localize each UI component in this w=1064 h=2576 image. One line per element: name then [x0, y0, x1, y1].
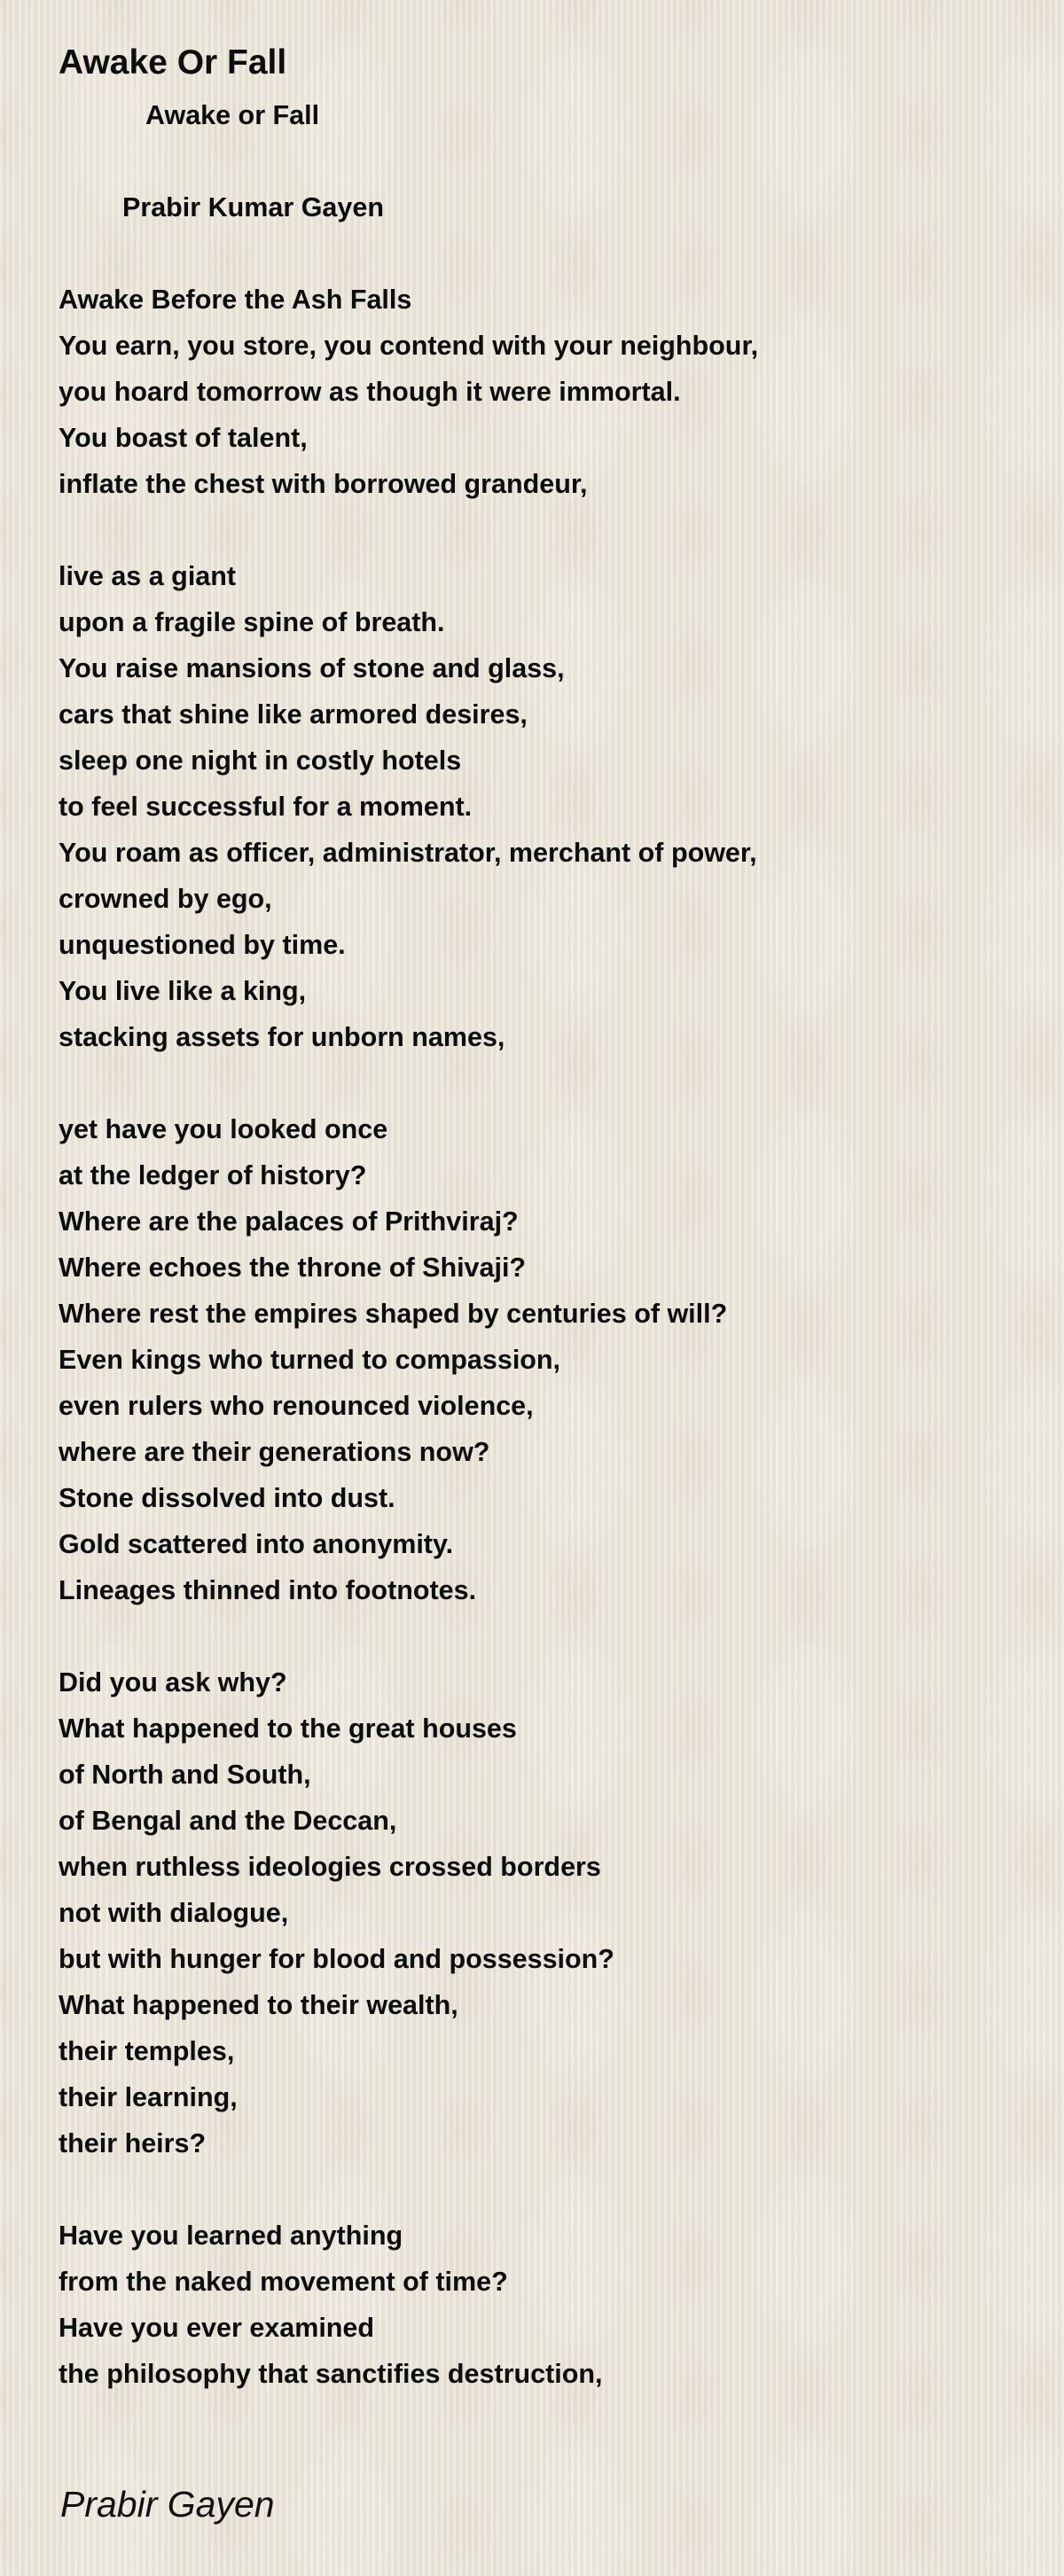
poem-line: Did you ask why? [59, 1667, 287, 1698]
stanza-break [59, 1060, 1016, 1106]
poem-line: Gold scattered into anonymity. [59, 1529, 454, 1559]
poem-line: Awake Before the Ash Falls [59, 285, 412, 315]
poem-line: live as a giant [59, 561, 237, 591]
poem-line: from the naked movement of time? [59, 2267, 508, 2297]
poem-line: You boast of talent, [59, 423, 308, 453]
poem-line: but with hunger for blood and possession? [59, 1944, 614, 1974]
poem-line: What happened to their wealth, [59, 1990, 458, 2020]
poem-line: to feel successful for a moment. [59, 792, 473, 822]
author-signature: Prabir Gayen [60, 2484, 275, 2525]
poem-line: their learning, [59, 2082, 238, 2112]
poem-byline: Prabir Kumar Gayen [122, 192, 384, 222]
poem-line: Stone dissolved into dust. [59, 1483, 395, 1513]
blank-line [59, 230, 1016, 277]
poem-line: You roam as officer, administrator, merchant of power, [59, 838, 757, 868]
poem-line: Have you ever examined [59, 2313, 375, 2343]
poem-line: of North and South, [59, 1760, 311, 1790]
poem-line: Where echoes the throne of Shivaji? [59, 1253, 527, 1283]
poem-line: at the ledger of history? [59, 1160, 367, 1190]
stanza-break [59, 507, 1016, 553]
poem-line: upon a fragile spine of breath. [59, 607, 445, 637]
stanza-break [59, 1613, 1016, 1659]
stanza-break [59, 2166, 1016, 2213]
poem-line: when ruthless ideologies crossed borders [59, 1852, 601, 1882]
poem-line: unquestioned by time. [59, 930, 346, 960]
poem-line: You live like a king, [59, 976, 307, 1006]
poem-line: Where are the palaces of Prithviraj? [59, 1206, 519, 1237]
poem-line: sleep one night in costly hotels [59, 745, 462, 776]
poem-line: their temples, [59, 2036, 235, 2066]
poem-line: you hoard tomorrow as though it were immortal. [59, 377, 681, 407]
poem-container [59, 43, 1016, 2397]
poem-line: Have you learned anything [59, 2221, 403, 2251]
poem-body [59, 92, 1016, 2397]
poem-line: inflate the chest with borrowed grandeur, [59, 469, 588, 499]
poem-title: Awake Or Fall [59, 43, 287, 82]
poem-line: crowned by ego, [59, 884, 272, 914]
poem-subtitle: Awake or Fall [145, 100, 320, 130]
poem-line: their heirs? [59, 2128, 207, 2158]
poem-line: Where rest the empires shaped by centuries of will? [59, 1299, 728, 1329]
poem-line: You raise mansions of stone and glass, [59, 653, 565, 683]
poem-line: What happened to the great houses [59, 1713, 517, 1744]
poem-line: Lineages thinned into footnotes. [59, 1575, 477, 1605]
poem-line: even rulers who renounced violence, [59, 1391, 534, 1421]
poem-line: cars that shine like armored desires, [59, 699, 528, 730]
blank-line [59, 138, 1016, 184]
poem-line: yet have you looked once [59, 1114, 388, 1144]
poem-line: the philosophy that sanctifies destruction, [59, 2359, 603, 2389]
poem-line: You earn, you store, you contend with your neighbour, [59, 331, 759, 361]
poem-line: stacking assets for unborn names, [59, 1022, 505, 1052]
poem-line: not with dialogue, [59, 1898, 289, 1928]
poem-line: where are their generations now? [59, 1437, 490, 1467]
stanza-list [59, 277, 1016, 2397]
poem-line: of Bengal and the Deccan, [59, 1806, 397, 1836]
poem-line: Even kings who turned to compassion, [59, 1345, 561, 1375]
